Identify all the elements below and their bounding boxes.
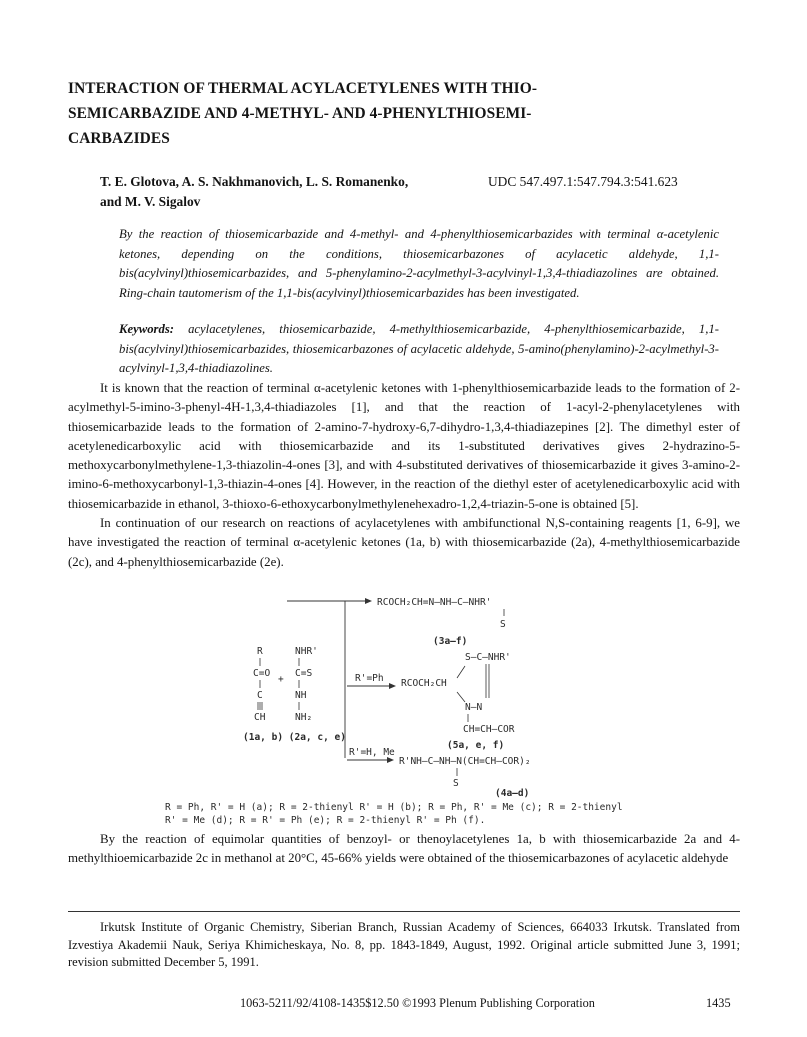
body-intro [68,379,740,572]
abstract: By the reaction of thiosemicarbazide and 4-methyl- and 4-phenylthiosemicarbazides with terminal α-acetylenic ketones, depending on the conditions, thiosemicarbazones of acylacetic aldehyde, 1,1-bis(acylvinyl)thiosemicarbazides, and 5-phenylamino-2-acylmethyl-3-acylvinyl-1,3,4-thiadiazolines are obtained. Ring-chain tautomerism of the 1,1-bis(acylvinyl)thiosemicarbazides has been investigated. [119,227,719,300]
affiliation-footnote: Irkutsk Institute of Organic Chemistry, Siberian Branch, Russian Academy of Sciences, 664033 Irkutsk. Translated from Izvestiya Akademii Nauk, Seriya Khimicheskaya, No. 8, pp. 1843-1849, August, 1992. Original article submitted June 3, 1991; revision submitted December 5, 1991. [68,920,740,969]
reagent-nh: NH [295,690,307,701]
reactant-c: C [257,690,263,701]
condition-h-me: R'=H, Me [349,747,395,758]
reactant-co: C=O [253,668,271,679]
reactant-ch: CH [254,712,266,723]
label-3: (3a–f) [433,636,468,647]
footnote-rule [68,911,740,912]
udc-code: UDC 547.497.1:547.794.3:541.623 [488,174,678,189]
paragraph-3: By the reaction of equimolar quantities of benzoyl- or thenoylacetylenes 1a, b with thiosemicarbazide 2a and 4-methylthioemicarbazide 2c in methanol at 20°C, 45-66% yields were obtained of the thiosemicarbazones of acylacetic aldehyde [68,832,740,866]
page-number: 1435 [706,996,731,1010]
product-5-sc: S—C—NHR' [465,652,511,663]
plus-sign: + [278,674,284,685]
product-3-sulfur: S [500,619,506,630]
issn-line: 1063-5211/92/4108-1435$12.50 ©1993 Plenum Publishing Corporation [240,996,595,1010]
label-reactants: (1a, b) (2a, c, e) [243,732,346,743]
product-5-acyl: RCOCH₂CH [401,678,447,689]
label-4: (4a–d) [495,788,530,799]
legend-line-2: R' = Me (d); R = R' = Ph (e); R = 2-thienyl R' = Ph (f). [165,814,486,826]
product-5-nn: N—N [465,702,483,713]
product-3: RCOCH₂CH=N–NH–C–NHR' [377,597,492,608]
product-4: R'NH–C–NH–N(CH=CH–COR)₂ [399,756,531,767]
keywords-text: acylacetylenes, thiosemicarbazide, 4-methylthiosemicarbazide, 4-phenylthiosemicarbazide, 1,1-bis(acylvinyl)thiosemicarbazides, thiosemicarbazones of acylacetic aldehyde, 5-amino(phenylamino)-2-acylmethyl-3-acylvinyl-1,3,4-thiadiazolines. [119,322,720,376]
reaction-scheme [165,580,725,810]
authors-line-1: T. E. Glotova, A. S. Nakhmanovich, L. S. Romanenko, [100,174,409,189]
scheme-legend [165,802,765,827]
ring-bond-2 [457,692,465,702]
arrow-head-5 [389,683,396,689]
ring-bond-1 [457,666,465,678]
authors-line-2: and M. V. Sigalov [100,194,201,209]
reagent-cs: C=S [295,668,313,679]
label-5: (5a, e, f) [447,740,505,751]
keywords-label: Keywords: [119,322,174,336]
paragraph-2: In continuation of our research on reactions of acylacetylenes with ambifunctional N,S-containing reagents [1, 6-9], we have investigated the reaction of terminal α-acetylenic ketones (1a, b) with thiosemicarbazide (2a), 4-methylthiosemicarbazide (2c), and 4-phenylthiosemicarbazide (2e). [68,516,740,569]
paragraph-1: It is known that the reaction of terminal α-acetylenic ketones with 1-phenylthiosemicarbazide leads to the formation of 2-acylmethyl-5-imino-3-phenyl-4H-1,3,4-thiadiazoles [1], and that the reaction of 1-acyl-2-phenylacetylenes with thiosemicarbazide leads to the formation of 2-amino-7-hydroxy-6,7-dihydro-1,3,4-thiadiazepines [2]. The dimethyl ester of acetylenedicarboxylic acid with thiosemicarbazide and its 1-substituted derivatives gives 2-hydrazino-5-methoxycarbonylmethylene-1,3-thiazolin-4-ones [3], and with 4-substituted derivatives of thiosemicarbazide it gives 3-amino-2-imino-6-methoxycarbonyl-1,3-thiazin-4-ones [4]. However, in the reaction of the diethyl ester of acetylenedicarboxylic acid with thiosemicarbazide in ethanol, 3-thioxo-6-ethoxycarbonylmethylenehexadro-1,2,4-triazin-5-one is obtained [5]. [68,381,740,511]
arrow-head-3 [365,598,372,604]
legend-line-1: R = Ph, R' = H (a); R = 2-thienyl R' = H (b); R = Ph, R' = Me (c); R = 2-thienyl [165,802,623,813]
reagent-nhr: NHR' [295,646,318,657]
reagent-nh2: NH₂ [295,712,313,723]
body-continued [68,830,740,869]
product-5-vinyl: CH=CH–COR [463,724,515,735]
reactant-r: R [257,646,263,657]
product-4-sulfur: S [453,778,459,789]
keywords [119,320,719,379]
condition-ph: R'=Ph [355,673,384,684]
article-title: INTERACTION OF THERMAL ACYLACETYLENES WITH THIO-SEMICARBAZIDE AND 4-METHYL- AND 4-PHENYLTHIOSEMI-CARBAZIDES [68,80,538,147]
